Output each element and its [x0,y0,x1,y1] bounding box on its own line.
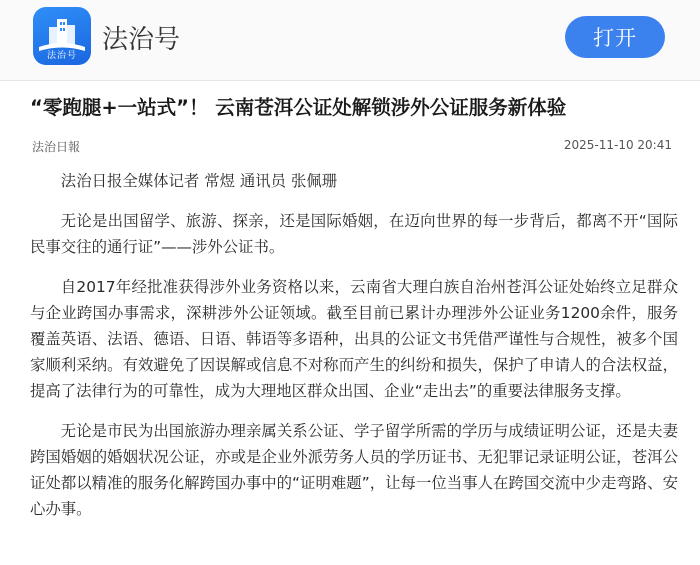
article-body [30,168,678,536]
article-date: 2025-11-10 20:41 [563,138,672,152]
app-name: 法治号 [102,25,181,55]
article-title: “零跑腿+一站式”！ 云南苍洱公证处解锁涉外公证服务新体验 [30,96,567,119]
article-byline: 法治日报全媒体记者 常煜 通讯员 张佩珊 [60,172,338,190]
article-paragraph: 无论是市民为出国旅游办理亲属关系公证、学子留学所需的学历与成绩证明公证，还是夫妻跨国婚姻的婚姻状况公证，亦或是企业外派劳务人员的学历证书、无犯罪记录证明公证，苍洱公证处都以精准的服务化解跨国办事中的“证明难题”，让每一位当事人在跨国交流中少走弯路、安心办事。 [30,422,678,518]
open-app-button[interactable]: 打开 [565,16,665,58]
article-source: 法治日報 [32,140,81,154]
app-logo-text: 法治号 [46,51,77,61]
article-paragraph: 自2017年经批准获得涉外业务资格以来，云南省大理白族自治州苍洱公证处始终立足群众与企业跨国办事需求，深耕涉外公证领域。截至目前已累计办理涉外公证业务1200余件，服务覆盖英语、法语、德语、日语、韩语等多语种，出具的公证文书凭借严谨性与合规性，被多个国家顺利采纳。有效避免了因误解或信息不对称而产生的纠纷和损失，保护了申请人的合法权益，提高了法律行为的可靠性，成为大理地区群众出国、企业“走出去”的重要法律服务支撑。 [30,278,678,400]
app-banner [0,0,700,81]
app-logo-icon[interactable] [33,7,91,65]
article-paragraph: 无论是出国留学、旅游、探亲，还是国际婚姻，在迈向世界的每一步背后，都离不开“国际民事交往的通行证”——涉外公证书。 [30,212,678,256]
